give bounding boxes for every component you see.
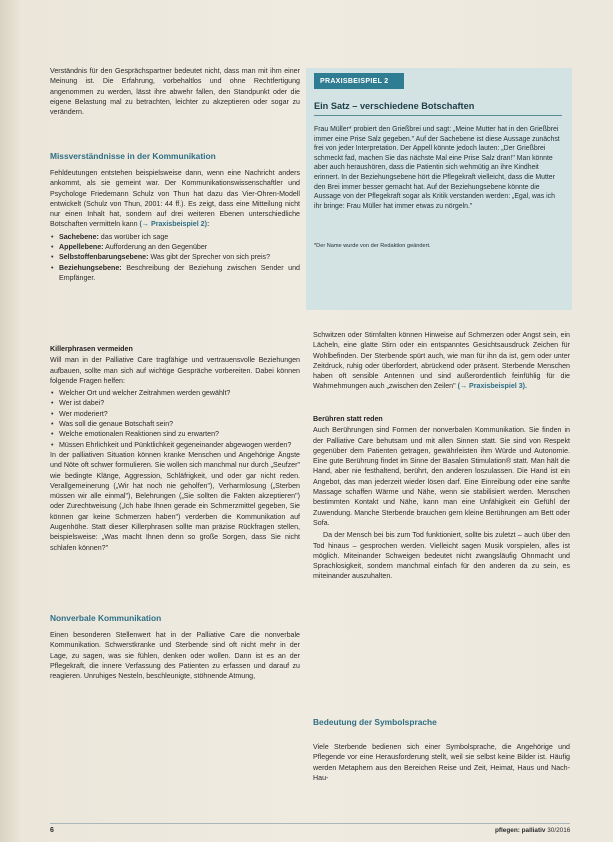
section1-paragraph: Fehldeutungen entstehen beispielsweise dann, wenn eine Nachricht anders ankommt, als sie gemeint war. Der Kommunikationswissenschaftler und Psychologe Friedemann Schulz von Thun hat dazu das Vier-Ohren-Modell entwickelt (Schulz von Thun, 2001: 44 ff.). Es zeigt, dass eine Mitteilung nicht nur einen Inhalt hat, sondern auf drei weiteren Ebenen unterschiedliche Botschaften vermitteln kann (→ Praxisbeispiel 2): — [50, 169, 300, 229]
praxisbeispiel-3-ref: (→ Praxisbeispiel 3). — [457, 382, 528, 391]
praxisbeispiel-2-ref: (→ Praxisbeispiel 2): — [139, 220, 210, 229]
subsection-heading-killerphrasen: Killerphrasen vermeiden — [50, 345, 133, 353]
list-item: • Müssen Ehrlichkeit und Pünktlichkeit gegeneinander abgewogen werden? — [50, 440, 300, 450]
right-text4 — [313, 742, 570, 785]
box-body: Frau Müller* probiert den Grießbrei und sagt: „Meine Mutter hat in den Grießbrei immer eine Prise Salz gegeben." Auf der Sachebene ist diese Aussage zunächst frei von jeder Interpretation. Der Appell könnte jedoch lauten: „Der Grießbrei schmeckt fad, machen Sie das nächste Mal eine Prise Salz dran!" Man könnte aber auch heraushören, dass die Patientin sich wehmütig an ihre Kindheit erinnert. In der Beziehungsebene hört die Pflegekraft vielleicht, dass die Mutter den Brei immer besser gemacht hat. Auf der Beziehungsebene könnte die Aussage von der Pflegekraft sogar als Kritik verstanden werden: „Egal, was ich ihr bringe: Frau Müller hat immer etwas zu nörgeln." — [314, 126, 560, 210]
left-intro — [50, 66, 300, 119]
right-paragraph-4: Viele Sterbende bedienen sich einer Symbolsprache, die Angehörige und Pflegende vor eine Herausforderung stellt, weil sie selbst keine Bilder ist. Häufig werden Metaphern aus den Bereichen Reise und Zeit, Heimat, Haus und Nach-Hau- — [313, 743, 570, 782]
list-item: • Welche emotionalen Reaktionen sind zu erwarten? — [50, 429, 300, 439]
questions-list — [50, 388, 300, 450]
section-heading-missverstaendnisse: Missverständnisse in der Kommunikation — [50, 151, 216, 161]
right-beruehren — [313, 414, 570, 584]
left-section2 — [50, 630, 300, 683]
journal-name: pflegen: palliativ — [495, 827, 546, 834]
intro-paragraph: Verständnis für den Gesprächspartner bedeutet nicht, dass man mit ihm einer Meinung ist. Die Erfahrung, vorbehaltlos und ohne Rechtfertigung angenommen zu werden, lässt ihre abwehr fallen, den Standpunkt oder die eigene Belastung mal zu betrachten, leichter zu akzeptieren oder sogar zu verändern. — [50, 67, 300, 117]
right-text1 — [313, 330, 570, 394]
box-title: Ein Satz – verschiedene Botschaften — [314, 101, 562, 116]
list-item: • Appellebene: Aufforderung an den Gegenüber — [50, 242, 300, 252]
left-killerphrasen — [50, 344, 300, 555]
list-item: • Selbstoffenbarungsebene: Was gibt der Sprecher von sich preis? — [50, 252, 300, 262]
left-section1 — [50, 168, 300, 283]
right-paragraph-2: Auch Berührungen sind Formen der nonverbalen Kommunikation. Sie finden in der Palliative Care behutsam und mit allen Sinnen statt. Sie sind von Respekt gegenüber dem Patienten getragen, gewährleisten ihm Würde und Autonomie. Eine gute Berührung findet im Sinne der Basalen Stimulation® statt. Man hält die Hand, aber nie festhaltend, berührt, den anderen loszulassen. Die Hand ist ein Angebot, das man jederzeit wieder lösen darf. Eine Einreibung oder eine sanfte Massage schaffen Wärme und Nähe, wenn sie stabilisiert werden. Menschen bestimmten Kontakt und Nähe, kann man eine Unfähigkeit ein Gefühl der Zuwendung. Manche Sterbende brauchen gern kleine Berührungen am Bett oder Sofa. — [313, 426, 570, 527]
list-item: • Wer moderiert? — [50, 409, 300, 419]
nonverbal-paragraph: Einen besonderen Stellenwert hat in der Palliative Care die nonverbale Kommunikation. Schwerstkranke und Sterbende sind oft nicht mehr in der Lage, zu sagen, was sie fühlen, denken oder wollen. Dann ist es an der Pflegekraft, die innere Verfassung des Patienten zu erfassen und darauf zu reagieren. Unruhiges Nesteln, beschleunigte, stöhnende Atmung, — [50, 631, 300, 681]
section-heading-symbolsprache: Bedeutung der Symbolsprache — [313, 717, 437, 727]
box-footnote: *Der Name wurde von der Redaktion geändert. — [314, 243, 431, 249]
right-paragraph-3: Da der Mensch bei bis zum Tod funktioniert, sollte bis zuletzt – auch über den Tod hinaus – gesprochen werden. Vielleicht sagen Musik vorspielen, alles ist möglich. Miteinander Schweigen bedeutet nicht zwangsläufig Ohnmacht und Sprachlosigkeit, sondern manchmal einfach für den anderen da zu sein, es miteinander auszuhalten. — [313, 531, 570, 581]
list-item: • Was soll die genaue Botschaft sein? — [50, 419, 300, 429]
list-item: • Wer ist dabei? — [50, 398, 300, 408]
subsection-heading-beruehren: Berühren statt reden — [313, 415, 383, 423]
page-number: 6 — [50, 827, 54, 834]
levels-list — [50, 232, 300, 283]
list-item: • Beziehungsebene: Beschreibung der Beziehung zwischen Sender und Empfänger. — [50, 263, 300, 284]
journal-footer — [495, 827, 570, 834]
list-item: • Welcher Ort und welcher Zeitrahmen werden gewählt? — [50, 388, 300, 398]
list-item: • Sachebene: das worüber ich sage — [50, 232, 300, 242]
right-paragraph-1: Schwitzen oder Stirnfalten können Hinweise auf Schmerzen oder Angst sein, ein Lächeln, eine glatte Stirn oder ein entspanntes Gesichtsausdruck Zeichen für Wohlbefinden. Der Sterbende spürt auch, wie man für ihn da ist, gern oder unter Zeitdruck, ruhig oder überfordert, abrückend oder präsent. Sterbende Menschen haben oft sensible Antennen und sind außerordentlich feinfühlig für die Wahrnehmungen auch „zwischen den Zeilen" (→ Praxisbeispiel 3). — [313, 331, 570, 391]
section-heading-nonverbal: Nonverbale Kommunikation — [50, 613, 162, 623]
praxisbeispiel-tag: PRAXISBEISPIEL 2 — [314, 73, 404, 89]
journal-issue: 30/2016 — [547, 827, 571, 834]
killerphrasen-paragraph: In der palliativen Situation können kranke Menschen und Angehörige Ängste und Nöte oft schwer formulieren. Sie wollen sich manchmal nur durch „Seufzer" wie bedingte Klänge, Aggression, Schläfrigkeit, und oder gar nicht reden. Verallgemeinerung („Wir hat noch nie geholfen"), Verharmlosung („Sterben müssen wir alle einmal"), Belehrungen („Sie sollten die Fakten akzeptieren") oder Zurechtweisung („Ich habe Ihnen gerade ein Schmerzmittel gegeben, Sie können gar keine Schmerzen haben") verderben die Kommunikation auf Augenhöhe. Statt dieser Killerphrasen sollte man präzise Rückfragen stellen, beispielsweise: „Was macht Ihnen denn so große Sorgen, dass Sie nicht schlafen können?" — [50, 450, 300, 552]
killerphrasen-intro: Will man in der Palliative Care tragfähige und vertrauensvolle Beziehungen aufbauen, sollte man sich auf wichtige Gespräche vorbereiten. Dabei können folgende Fragen helfen: — [50, 356, 300, 385]
footer-divider — [50, 823, 570, 824]
